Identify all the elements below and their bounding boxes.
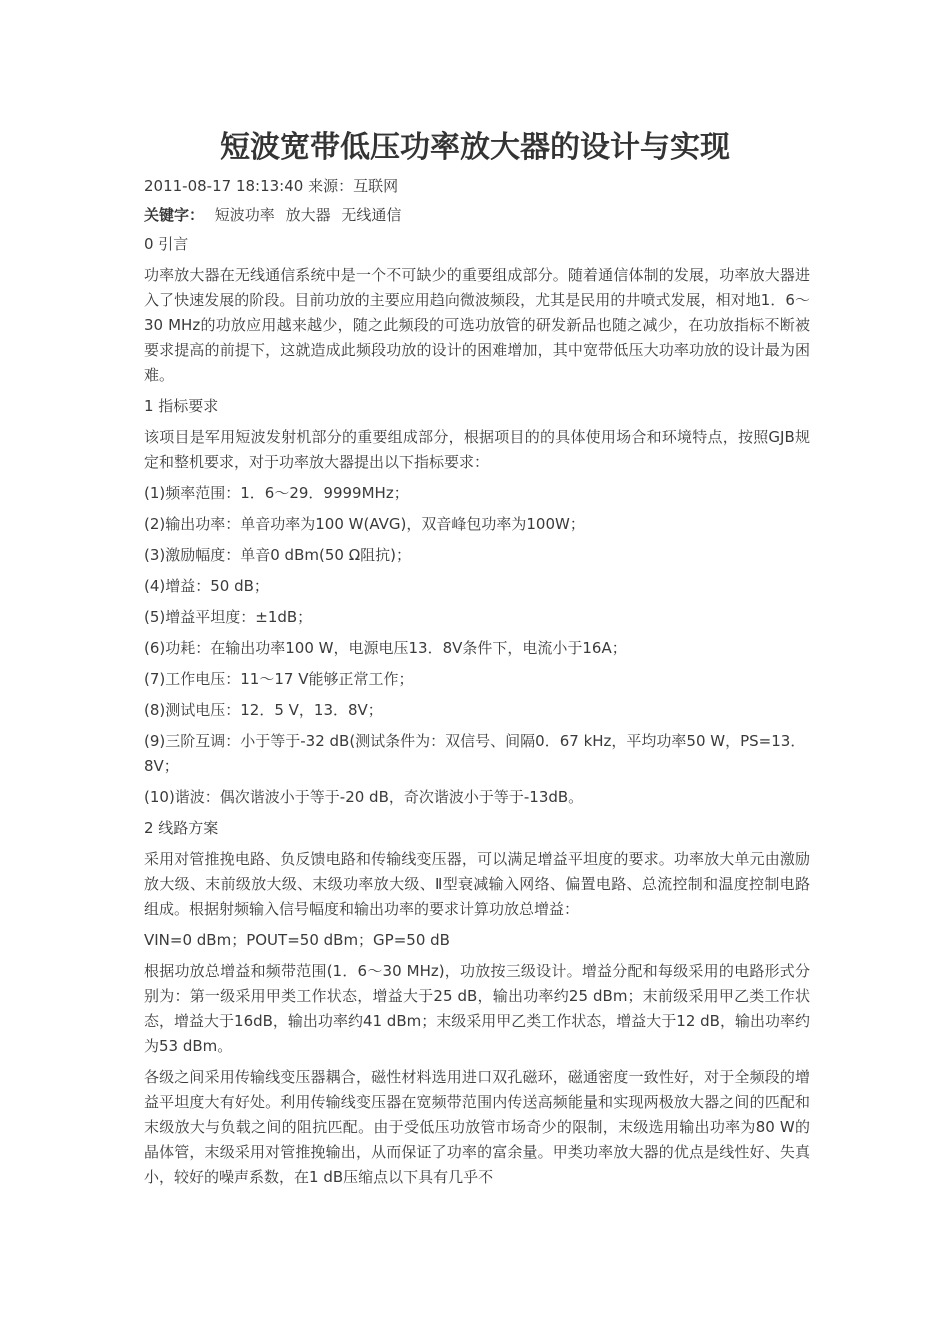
intro-paragraph: 功率放大器在无线通信系统中是一个不可缺少的重要组成部分。随着通信体制的发展，功率放大器进入了快速发展的阶段。目前功放的主要应用趋向微波频段，尤其是民用的井喷式发展，相对地1．6～30 MHz的功放应用越来越少，随之此频段的可选功放管的研发新品也随之减少，在功放指标不断被要求提高的前提下，这就造成此频段功放的设计的困难增加，其中宽带低压大功率功放的设计最为困难。	[144, 266, 810, 384]
keywords-row	[144, 203, 810, 228]
source-label: 来源：	[308, 177, 354, 195]
scheme-paragraph: 各级之间采用传输线变压器耦合，磁性材料选用进口双孔磁环，磁通密度一致性好，对于全频段的增益平坦度大有好处。利用传输线变压器在宽频带范围内传送高频能量和实现两极放大器之间的匹配和末级放大与负载之间的阻抗匹配。由于受低压功放管市场奇少的限制，末级选用输出功率为80 W的晶体管，末级采用对管推挽输出，从而保证了功率的富余量。甲类功率放大器的优点是线性好、失真小，较好的噪声系数，在1 dB压缩点以下具有几乎不	[144, 1068, 810, 1186]
keywords-label: 关键字：	[144, 206, 205, 224]
keyword-link[interactable]: 短波功率	[214, 206, 275, 224]
scheme-paragraph: 采用对管推挽电路、负反馈电路和传输线变压器，可以满足增益平坦度的要求。功率放大单元由激励放大级、末前级放大级、末级功率放大级、Ⅱ型衰减输入网络、偏置电路、总流控制和温度控制电路组成。根据射频输入信号幅度和输出功率的要求计算功放总增益：	[144, 850, 810, 918]
gain-formula: VIN=0 dBm；POUT=50 dBm；GP=50 dB	[144, 931, 450, 949]
section-heading-intro: 0 引言	[144, 235, 189, 253]
spec-item: (2)输出功率：单音功率为100 W(AVG)，双音峰包功率为100W；	[144, 515, 585, 533]
section-heading-spec: 1 指标要求	[144, 397, 219, 415]
article-body	[144, 174, 810, 1196]
publish-datetime: 2011-08-17 18:13:40	[144, 177, 304, 195]
spec-item: (5)增益平坦度：±1dB；	[144, 608, 313, 626]
source-value: 互联网	[353, 177, 399, 195]
spec-item: (3)激励幅度：单音0 dBm(50 Ω阻抗)；	[144, 546, 412, 564]
spec-item: (4)增益：50 dB；	[144, 577, 269, 595]
spec-item: (10)谐波：偶次谐波小于等于-20 dB，奇次谐波小于等于-13dB。	[144, 788, 584, 806]
spec-paragraph: 该项目是军用短波发射机部分的重要组成部分，根据项目的的具体使用场合和环境特点，按照GJB规定和整机要求，对于功率放大器提出以下指标要求：	[144, 428, 810, 471]
spec-item: (6)功耗：在输出功率100 W，电源电压13．8V条件下，电流小于16A；	[144, 639, 627, 657]
spec-item: (9)三阶互调：小于等于-32 dB(测试条件为：双信号、间隔0．67 kHz，平均功率50 W，PS=13．8V；	[144, 732, 806, 775]
spec-item: (1)频率范围：1．6～29．9999MHz；	[144, 484, 409, 502]
keyword-link[interactable]: 无线通信	[341, 206, 402, 224]
spec-item: (8)测试电压：12．5 V，13．8V；	[144, 701, 383, 719]
article-title: 短波宽带低压功率放大器的设计与实现	[220, 130, 730, 165]
spec-item: (7)工作电压：11～17 V能够正常工作；	[144, 670, 414, 688]
article-meta	[144, 174, 810, 199]
section-heading-scheme: 2 线路方案	[144, 819, 219, 837]
scheme-paragraph: 根据功放总增益和频带范围(1．6～30 MHz)，功放按三级设计。增益分配和每级采用的电路形式分别为：第一级采用甲类工作状态，增益大于25 dB，输出功率约25 dBm；末前级采用甲乙类工作状态，增益大于16dB，输出功率约41 dBm；末级采用甲乙类工作状态，增益大于12 dB，输出功率约为53 dBm。	[144, 962, 810, 1055]
keyword-link[interactable]: 放大器	[285, 206, 331, 224]
